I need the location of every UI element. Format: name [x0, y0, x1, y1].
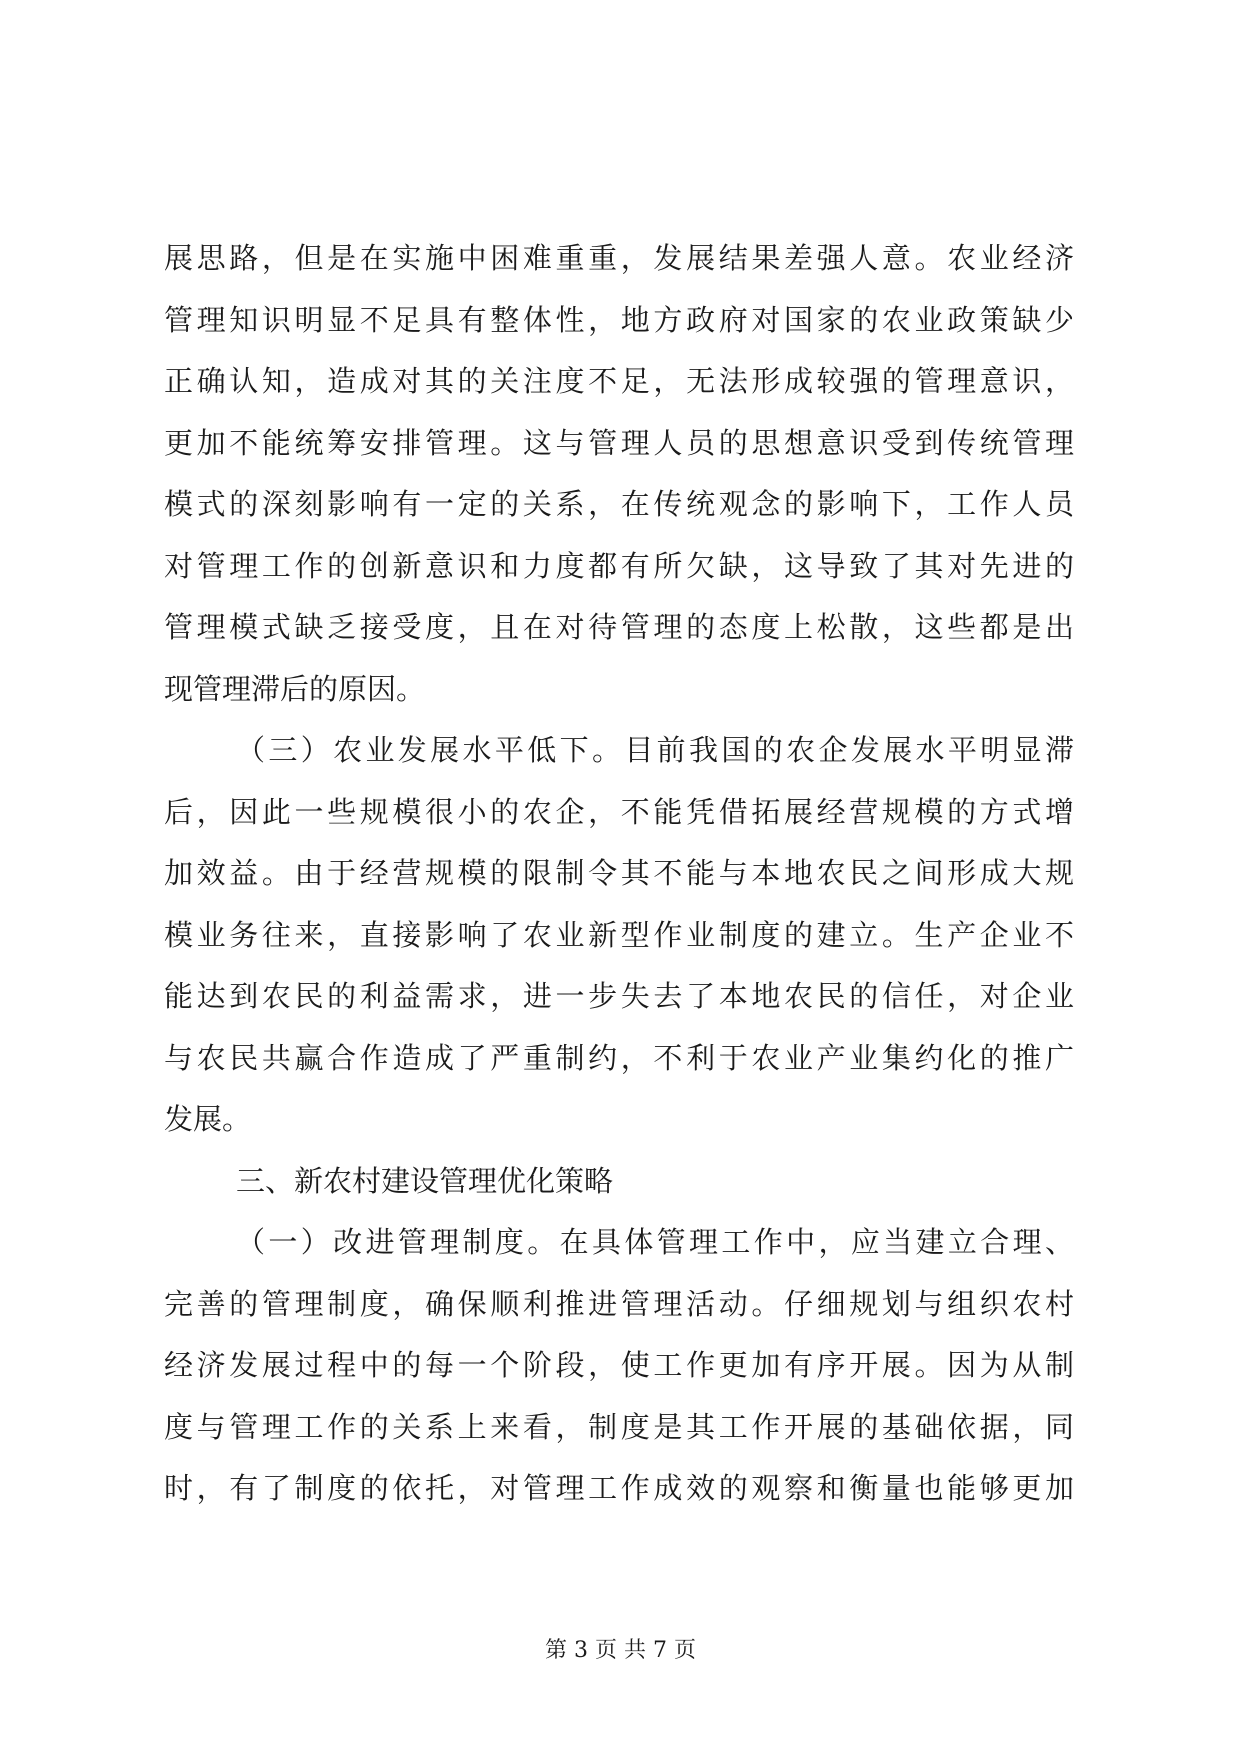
body-line: 正确认知，造成对其的关注度不足，无法形成较强的管理意识， — [164, 364, 1074, 398]
body-line: 度与管理工作的关系上来看，制度是其工作开展的基础依据，同 — [164, 1409, 1074, 1444]
body-line: 发展。 — [164, 1102, 252, 1136]
body-line: 现管理滞后的原因。 — [164, 671, 426, 706]
chapter-heading: 三、新农村建设管理优化策略 — [236, 1163, 614, 1198]
body-line: 完善的管理制度，确保顺利推进管理活动。仔细规划与组织农村 — [164, 1286, 1074, 1321]
body-line: 后，因此一些规模很小的农企，不能凭借拓展经营规模的方式增 — [164, 794, 1074, 829]
body-line: 时，有了制度的依托，对管理工作成效的观察和衡量也能够更加 — [164, 1471, 1074, 1505]
body-line: 模式的深刻影响有一定的关系，在传统观念的影响下，工作人员 — [164, 487, 1074, 521]
section-heading-line: （三）农业发展水平低下。目前我国的农企发展水平明显滞 — [236, 733, 1074, 767]
body-line: 加效益。由于经营规模的限制令其不能与本地农民之间形成大规 — [164, 856, 1074, 890]
body-line: 与农民共赢合作造成了严重制约，不利于农业产业集约化的推广 — [164, 1040, 1074, 1075]
body-line: 对管理工作的创新意识和力度都有所欠缺，这导致了其对先进的 — [164, 548, 1074, 583]
body-line: 管理知识明显不足具有整体性，地方政府对国家的农业政策缺少 — [164, 302, 1074, 337]
body-line: 更加不能统筹安排管理。这与管理人员的思想意识受到传统管理 — [164, 425, 1074, 460]
body-line: 模业务往来，直接影响了农业新型作业制度的建立。生产企业不 — [164, 917, 1074, 952]
section-heading-line: （一）改进管理制度。在具体管理工作中，应当建立合理、 — [236, 1225, 1074, 1259]
body-text — [164, 228, 1074, 1520]
body-line: 能达到农民的利益需求，进一步失去了本地农民的信任，对企业 — [164, 979, 1074, 1013]
body-line: 管理模式缺乏接受度，且在对待管理的态度上松散，这些都是出 — [164, 610, 1074, 644]
page-number-indicator: 第 3 页 共 7 页 — [545, 1638, 696, 1663]
body-line: 展思路，但是在实施中困难重重，发展结果差强人意。农业经济 — [164, 241, 1074, 275]
page-footer — [0, 1636, 1241, 1666]
body-line: 经济发展过程中的每一个阶段，使工作更加有序开展。因为从制 — [164, 1348, 1074, 1382]
